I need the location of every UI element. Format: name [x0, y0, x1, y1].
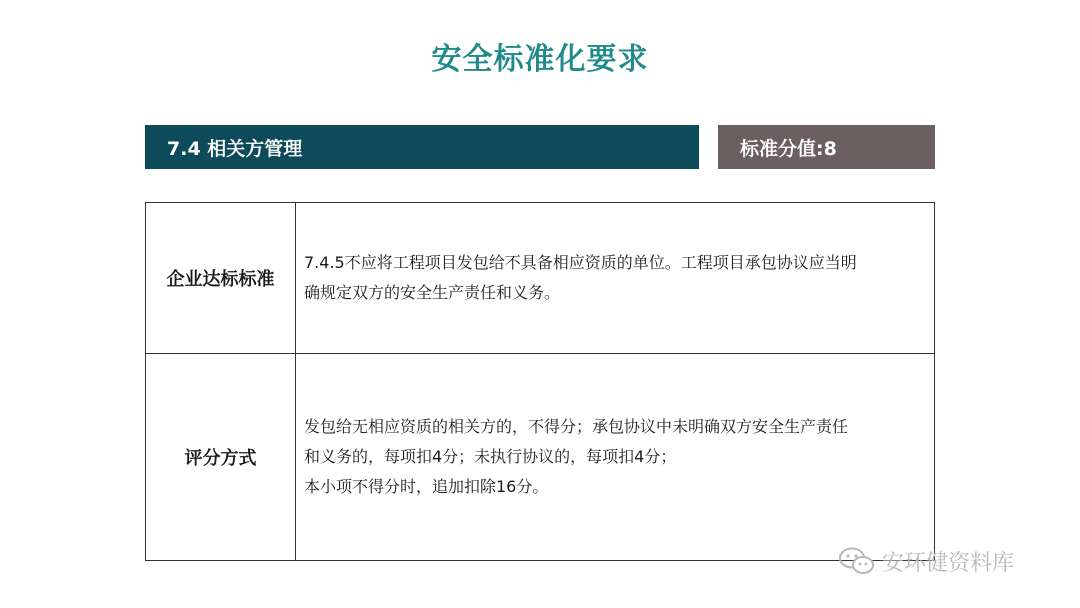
wechat-icon	[838, 547, 876, 575]
content-line: 发包给无相应资质的相关方的，不得分；承包协议中未明确双方安全生产责任	[304, 417, 849, 436]
section-heading: 7.4 相关方管理	[167, 137, 303, 160]
table-row	[146, 203, 935, 354]
watermark-text: 安环健资料库	[882, 550, 1015, 576]
table-row	[146, 354, 935, 561]
requirements-table	[145, 202, 935, 561]
watermark	[838, 545, 1014, 577]
row-content	[296, 203, 935, 354]
row-label: 企业达标标准	[146, 203, 296, 354]
section-heading-bar	[145, 125, 699, 169]
row-content	[296, 354, 935, 561]
content-line: 本小项不得分时，追加扣除16分。	[304, 477, 549, 496]
content-line: 和义务的，每项扣4分；未执行协议的，每项扣4分；	[304, 447, 677, 466]
content-line: 7.4.5不应将工程项目发包给不具备相应资质的单位。工程项目承包协议应当明	[304, 253, 857, 272]
score-label: 标准分值:8	[740, 137, 837, 160]
score-bar	[718, 125, 935, 169]
page-title: 安全标准化要求	[431, 42, 649, 77]
content-line: 确规定双方的安全生产责任和义务。	[304, 283, 561, 302]
row-label: 评分方式	[146, 354, 296, 561]
